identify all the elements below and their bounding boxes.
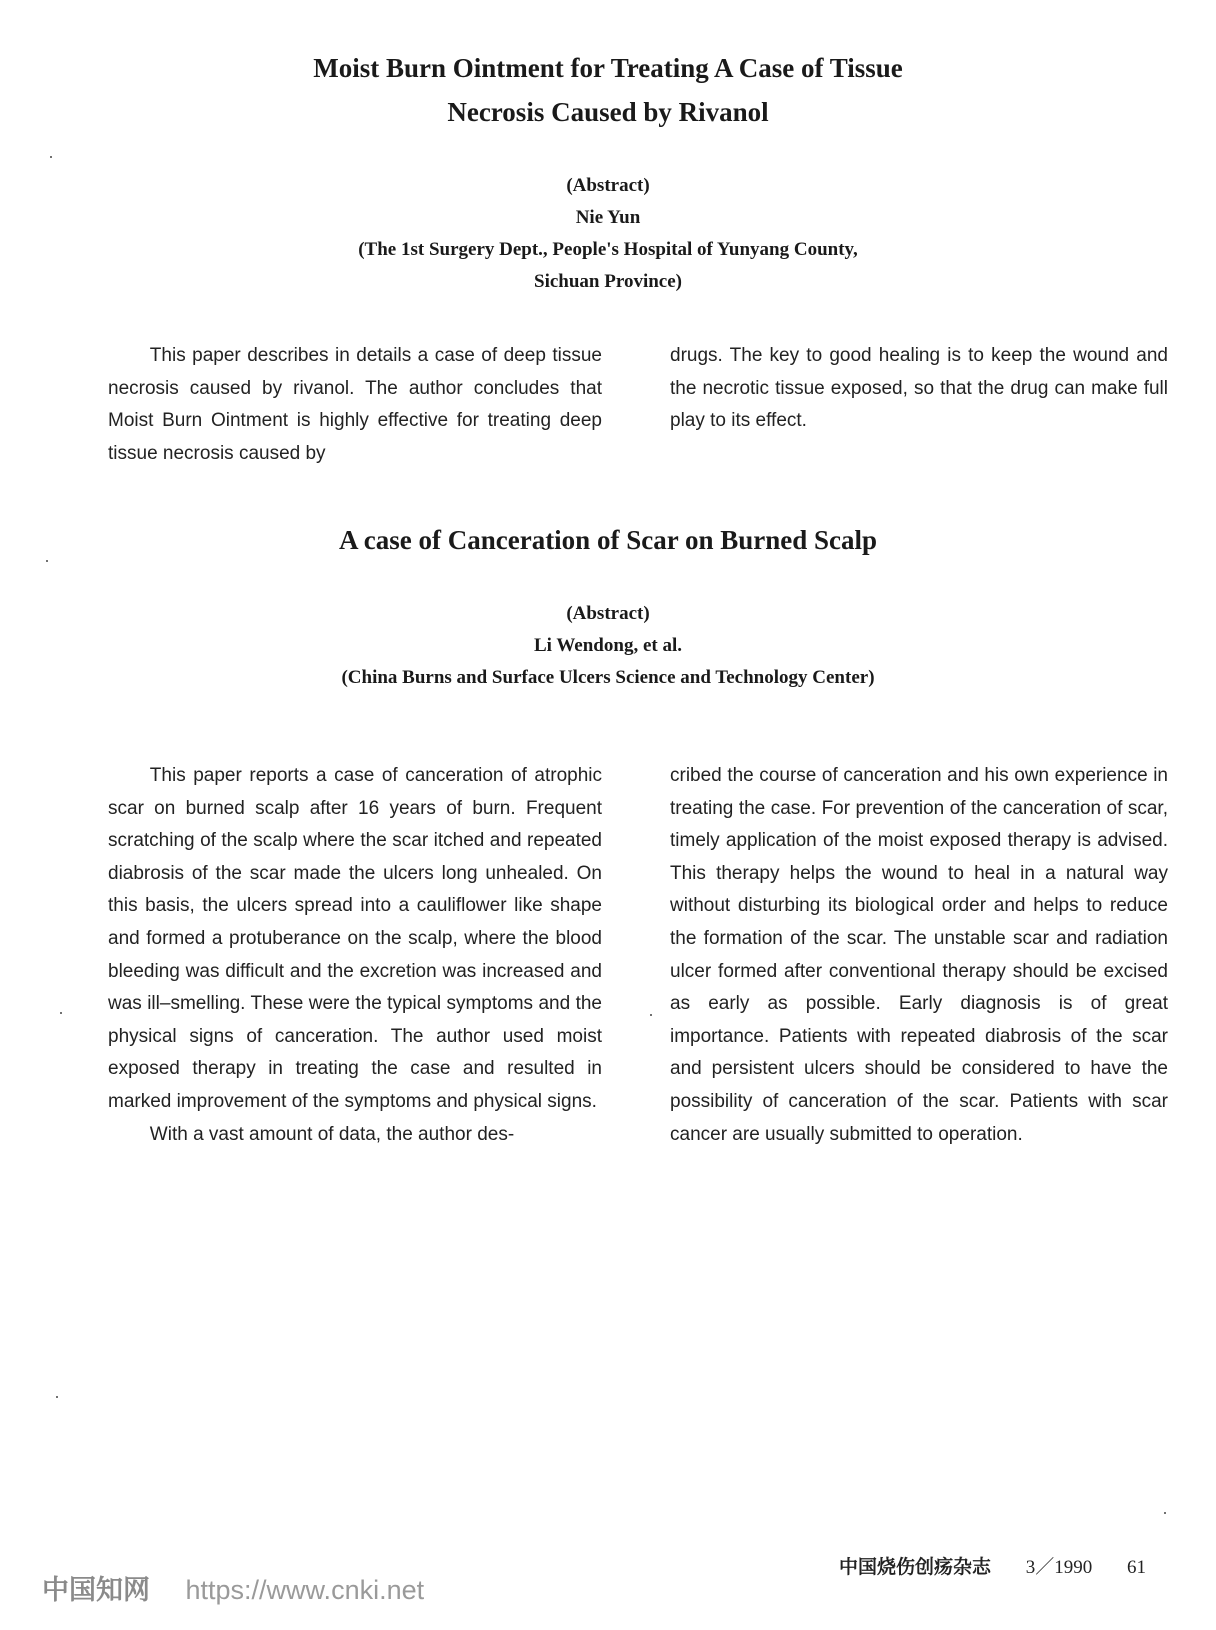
article1-meta: [0, 170, 1216, 298]
article1-title-line2: Necrosis Caused by Rivanol: [447, 97, 769, 127]
article1-affiliation-line1: (The 1st Surgery Dept., People's Hospital of Yunyang County,: [358, 239, 858, 260]
article1-abstract-label: (Abstract): [566, 175, 650, 196]
watermark-logo: 中国知网: [42, 1575, 150, 1605]
article1-right-column: [670, 340, 1168, 438]
scan-speck: [50, 156, 52, 158]
footer-journal-name: 中国烧伤创疡杂志: [838, 1557, 991, 1578]
article2-left-column: [108, 760, 602, 1151]
scan-speck: [46, 560, 48, 562]
scan-speck: [56, 1396, 58, 1398]
scan-speck: [60, 1012, 62, 1014]
article1-left-column: [108, 340, 602, 470]
scan-speck: [650, 1014, 652, 1016]
article1-left-paragraph: This paper describes in details a case of deep tissue necrosis caused by rivanol. The author concludes that Moist Burn Ointment is highly effective for treating deep tissue necrosis caused by: [108, 345, 602, 464]
article2-author: Li Wendong, et al.: [534, 635, 682, 656]
article1-affiliation-line2: Sichuan Province): [534, 271, 682, 292]
article2-abstract-label: (Abstract): [566, 603, 650, 624]
article1-author: Nie Yun: [575, 207, 641, 228]
article2-meta: [0, 598, 1216, 694]
footer-page-number: 61: [1127, 1557, 1146, 1578]
article2-right-paragraph: cribed the course of canceration and his own experience in treating the case. For prevention of the canceration of scar, timely application of the moist exposed therapy is advised. This therapy helps the wound to heal in a natural way without disturbing its biological order and helps to reduce the formation of the scar. The unstable scar and radiation ulcer formed after conventional therapy should be excised as early as possible. Early diagnosis is of great importance. Patients with repeated diabrosis of the scar and persistent ulcers should be considered to have the possibility of canceration of the scar. Patients with scar cancer are usually submitted to operation.: [670, 765, 1168, 1145]
article1-right-paragraph: drugs. The key to good healing is to keep the wound and the necrotic tissue exposed, so that the drug can make full play to its effect.: [670, 345, 1168, 432]
article1-title: [0, 46, 1216, 134]
article2-left-paragraph-2: With a vast amount of data, the author des-: [149, 1123, 515, 1145]
scan-speck: [1164, 1512, 1166, 1514]
watermark-url: https://www.cnki.net: [185, 1575, 425, 1605]
article2-affiliation: (China Burns and Surface Ulcers Science and Technology Center): [341, 667, 875, 688]
article1-title-line1: Moist Burn Ointment for Treating A Case of Tissue: [313, 53, 903, 83]
page-footer: [839, 1552, 1146, 1579]
cnki-watermark: [42, 1568, 424, 1607]
article2-right-column: [670, 760, 1168, 1151]
article2-title: A case of Canceration of Scar on Burned Scalp: [339, 525, 877, 555]
footer-issue: 3／1990: [1025, 1557, 1093, 1578]
article2-left-paragraph-1: This paper reports a case of canceration of atrophic scar on burned scalp after 16 years of burn. Frequent scratching of the scalp where the scar itched and repeated diabrosis of the scar made the ulcers long unhealed. On this basis, the ulcers spread into a cauliflower like shape and formed a protuberance on the scalp, where the blood bleeding was difficult and the excretion was increased and was ill–smelling. These were the typical symptoms and the physical signs of canceration. The author used moist exposed therapy in treating the case and resulted in marked improvement of the symptoms and physical signs.: [108, 765, 602, 1112]
